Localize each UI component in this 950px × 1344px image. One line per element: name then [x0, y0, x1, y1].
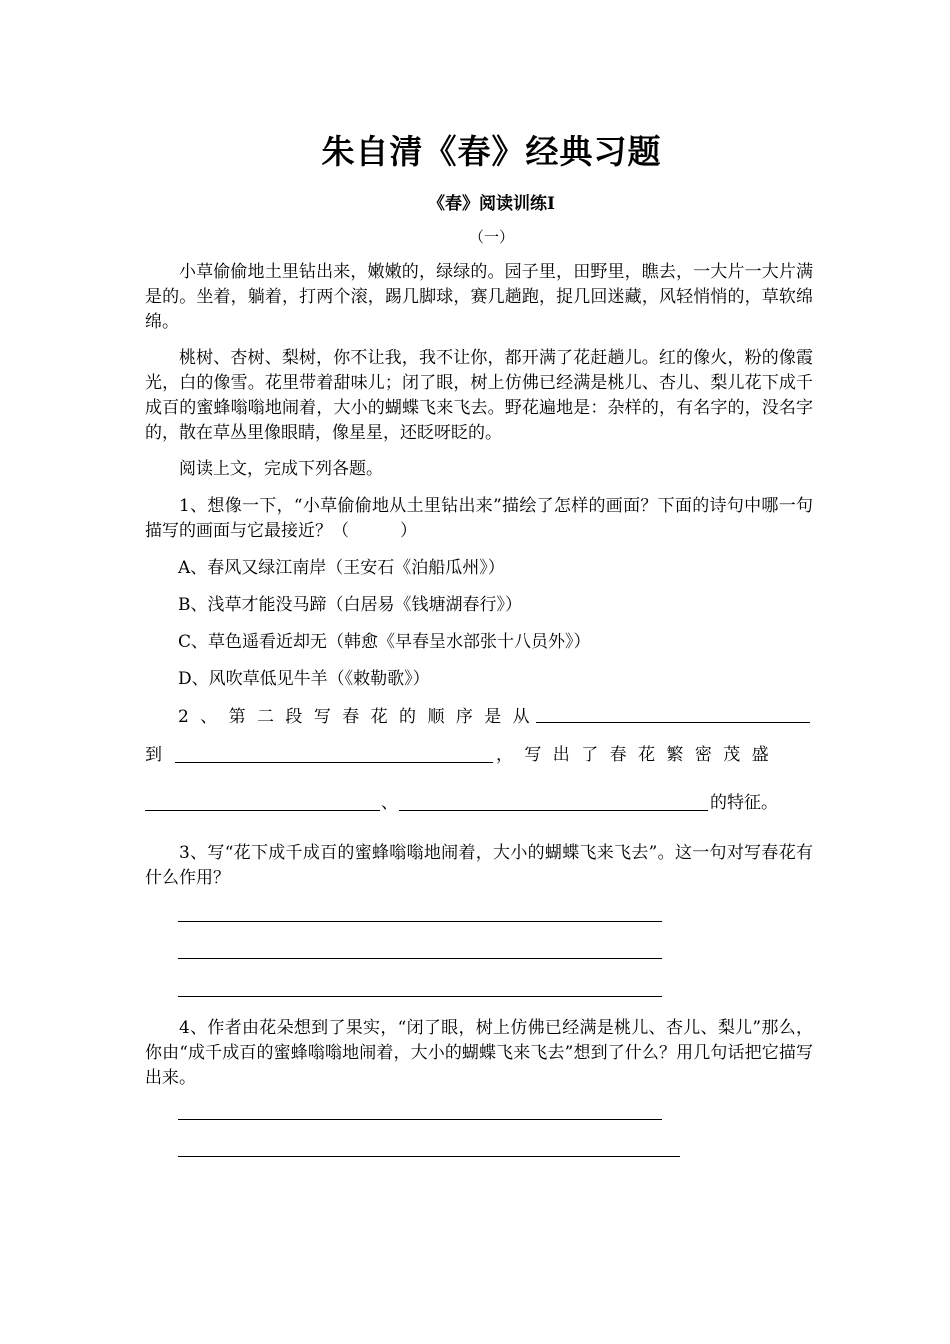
- document-title: 朱自清《春》经典习题: [321, 132, 662, 171]
- passage-paragraph-1: 小草偷偷地土里钻出来，嫩嫩的，绿绿的。园子里，田野里，瞧去，一大片一大片满是的。坐着，躺着，打两个滚，踢几脚球，赛几趟跑，捉几回迷藏，风轻悄悄的，草软绵绵。: [145, 262, 813, 332]
- question-2-line-2: ， 写 出 了 春 花 繁 密 茂 盛: [496, 745, 769, 765]
- document-subtitle: 《春》阅读训练Ⅰ: [428, 194, 555, 214]
- question-2-to: 到: [145, 745, 162, 765]
- q3-answer-line-1[interactable]: [178, 921, 662, 922]
- instruction-text: 阅读上文，完成下列各题。: [179, 459, 383, 479]
- q2-separator: 、: [381, 793, 398, 813]
- q4-answer-line-1[interactable]: [178, 1119, 662, 1120]
- q2-ending: 的特征。: [710, 793, 778, 813]
- question-2-line-1: 2 、 第 二 段 写 春 花 的 顺 序 是 从: [178, 707, 530, 727]
- question-3: 3、写“花下成千成百的蜜蜂嗡嗡地闹着，大小的蝴蝶飞来飞去”。这一句对写春花有什么作用？: [145, 843, 813, 888]
- q1-option-a: A、春风又绿江南岸（王安石《泊船瓜州》）: [178, 558, 505, 578]
- q2-blank-4[interactable]: [399, 810, 708, 811]
- q2-blank-3[interactable]: [145, 810, 380, 811]
- q3-answer-line-2[interactable]: [178, 958, 662, 959]
- section-number: （一）: [468, 228, 514, 246]
- q1-option-d: D、风吹草低见牛羊（《敕勒歌》）: [178, 669, 430, 689]
- q3-answer-line-3[interactable]: [178, 996, 662, 997]
- q4-answer-line-2[interactable]: [178, 1156, 680, 1157]
- q1-option-b: B、浅草才能没马蹄（白居易《钱塘湖春行》）: [178, 595, 522, 615]
- question-4: 4、作者由花朵想到了果实，“闭了眼，树上仿佛已经满是桃儿、杏儿、梨儿”那么，你由“成千成百的蜜蜂嗡嗡地闹着，大小的蝴蝶飞来飞去”想到了什么？用几句话把它描写出来。: [145, 1018, 813, 1088]
- question-1: 1、想像一下，“小草偷偷地从土里钻出来”描绘了怎样的画面？下面的诗句中哪一句描写的画面与它最接近？（ ）: [145, 496, 813, 541]
- q2-blank-2[interactable]: [175, 762, 493, 763]
- passage-paragraph-2: 桃树、杏树、梨树，你不让我，我不让你，都开满了花赶趟儿。红的像火，粉的像霞光，白的像雪。花里带着甜味儿；闭了眼，树上仿佛已经满是桃儿、杏儿、梨儿花下成千成百的蜜蜂嗡嗡地闹着，大小的蝴蝶飞来飞去。野花遍地是：杂样的，有名字的，没名字的，散在草丛里像眼睛，像星星，还眨呀眨的。: [145, 348, 813, 443]
- q2-blank-1[interactable]: [536, 722, 810, 723]
- q1-option-c: C、草色遥看近却无（韩愈《早春呈水部张十八员外》）: [178, 632, 591, 652]
